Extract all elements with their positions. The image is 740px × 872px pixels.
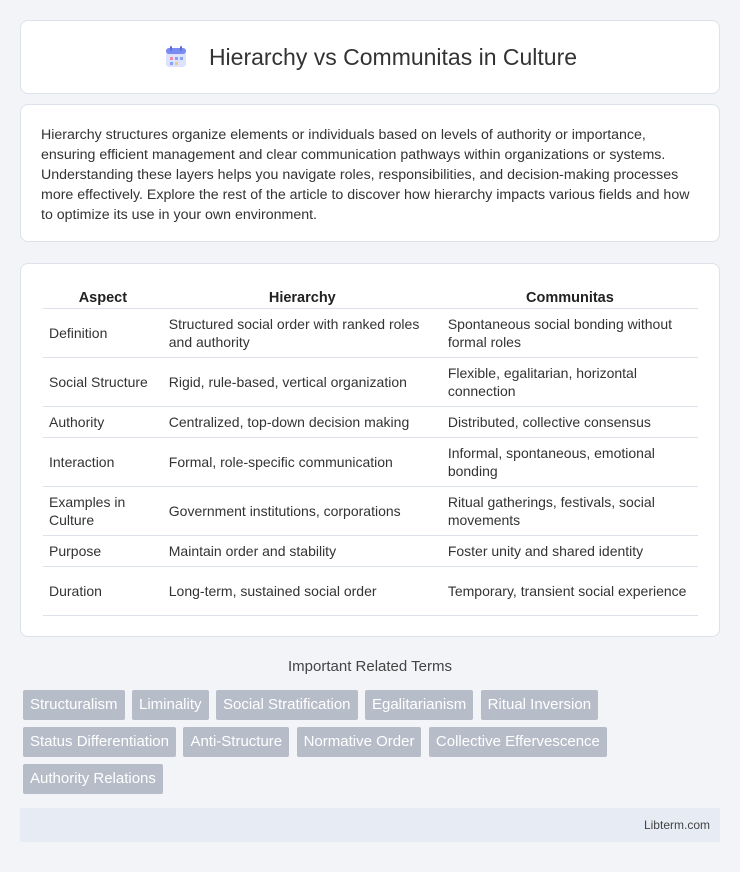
term-tag[interactable]: Normative Order [297, 727, 422, 757]
cell-aspect: Definition [43, 309, 163, 358]
cell-communitas: Flexible, egalitarian, horizontal connection [442, 358, 698, 407]
term-tag[interactable]: Liminality [132, 690, 209, 720]
table-row [43, 438, 698, 487]
related-terms-title: Important Related Terms [288, 658, 452, 675]
term-tag[interactable]: Social Stratification [216, 690, 358, 720]
cell-hierarchy: Structured social order with ranked roles and authority [163, 309, 442, 358]
cell-communitas: Temporary, transient social experience [442, 567, 698, 616]
cell-hierarchy: Formal, role-specific communication [163, 438, 442, 487]
header-aspect: Aspect [43, 286, 163, 309]
footer-site-link[interactable]: Libterm.com [643, 818, 710, 832]
cell-communitas: Foster unity and shared identity [442, 536, 698, 567]
intro-text: Hierarchy structures organize elements or individuals based on levels of authority or importance, ensuring efficient management and clear communication pathways within organizations or systems. Understanding these layers helps you navigate roles, responsibilities, and decision-making processes more effectively. Explore the rest of the article to discover how hierarchy impacts various fields and how to optimize its use in your own environment. [41, 127, 690, 223]
term-tag[interactable]: Ritual Inversion [481, 690, 598, 720]
intro-card [20, 104, 720, 242]
header-hierarchy: Hierarchy [163, 286, 442, 309]
cell-hierarchy: Maintain order and stability [163, 536, 442, 567]
term-tag[interactable]: Authority Relations [23, 764, 163, 794]
table-row [43, 309, 698, 358]
term-tag[interactable]: Status Differentiation [23, 727, 176, 757]
term-tag[interactable]: Egalitarianism [365, 690, 473, 720]
cell-hierarchy: Government institutions, corporations [163, 487, 442, 536]
calendar-icon [163, 44, 189, 70]
table-row [43, 407, 698, 438]
term-tag[interactable]: Structuralism [23, 690, 125, 720]
cell-aspect: Duration [43, 567, 163, 616]
cell-communitas: Ritual gatherings, festivals, social movements [442, 487, 698, 536]
cell-hierarchy: Centralized, top-down decision making [163, 407, 442, 438]
cell-aspect: Social Structure [43, 358, 163, 407]
related-terms-list [23, 690, 723, 801]
table-row [43, 567, 698, 616]
cell-hierarchy: Rigid, rule-based, vertical organization [163, 358, 442, 407]
cell-hierarchy: Long-term, sustained social order [163, 567, 442, 616]
table-row [43, 487, 698, 536]
term-tag[interactable]: Collective Effervescence [429, 727, 607, 757]
table-row [43, 358, 698, 407]
cell-aspect: Purpose [43, 536, 163, 567]
cell-aspect: Examples in Culture [43, 487, 163, 536]
page-title: Hierarchy vs Communitas in Culture [208, 43, 578, 70]
comparison-card [20, 263, 720, 637]
title-card [20, 20, 720, 94]
table-row [43, 536, 698, 567]
header-communitas: Communitas [442, 286, 698, 309]
table-header-row [43, 286, 698, 309]
comparison-table [43, 286, 698, 616]
cell-communitas: Informal, spontaneous, emotional bonding [442, 438, 698, 487]
cell-aspect: Authority [43, 407, 163, 438]
cell-communitas: Distributed, collective consensus [442, 407, 698, 438]
term-tag[interactable]: Anti-Structure [183, 727, 289, 757]
cell-aspect: Interaction [43, 438, 163, 487]
footer [20, 808, 720, 842]
cell-communitas: Spontaneous social bonding without formal roles [442, 309, 698, 358]
